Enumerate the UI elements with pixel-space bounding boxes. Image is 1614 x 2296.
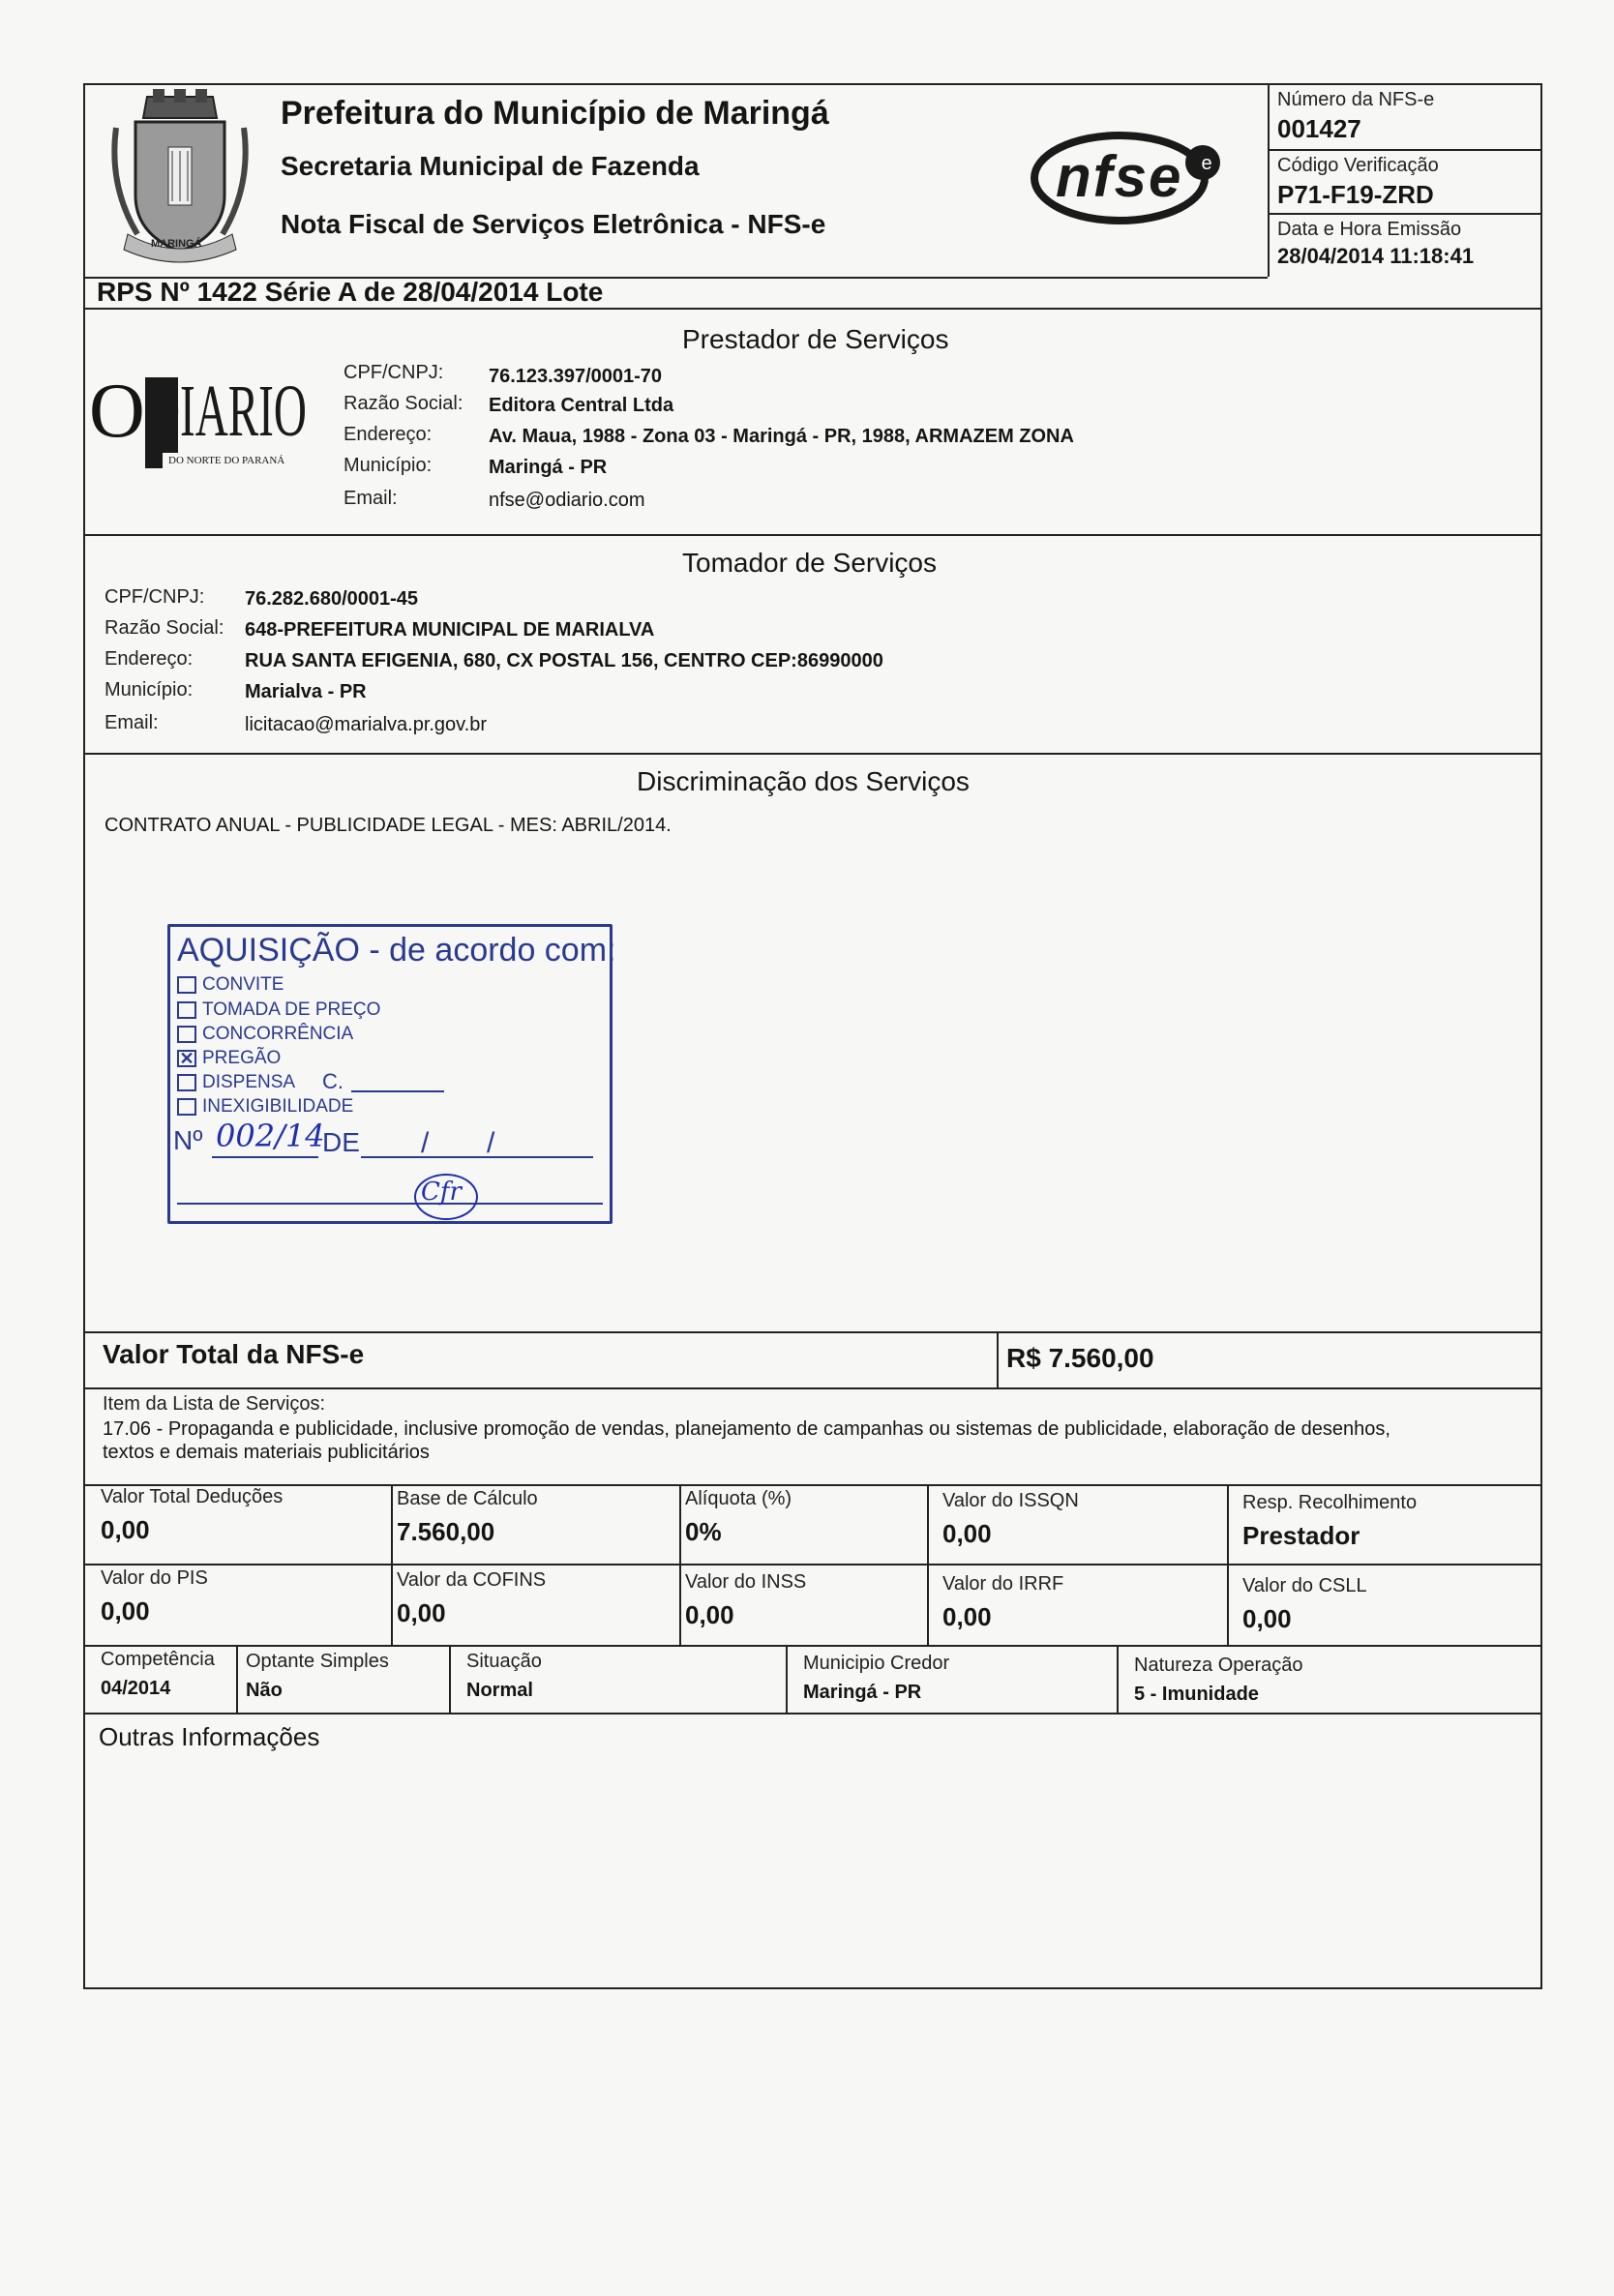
tomador-razao-value: 648-PREFEITURA MUNICIPAL DE MARIALVA [245, 619, 655, 641]
municipio-credor-value: Maringá - PR [803, 1682, 922, 1703]
stamp-option-dispensa: DISPENSA [177, 1072, 295, 1093]
prestador-cpf-label: CPF/CNPJ: [344, 362, 444, 383]
checkbox-icon [177, 1001, 196, 1019]
issqn-value: 0,00 [942, 1519, 992, 1548]
odiario-logo [89, 368, 321, 474]
servicos-title: Discriminação dos Serviços [637, 766, 970, 796]
stamp-date-slash-1: / [421, 1127, 430, 1159]
aliquota-value: 0% [685, 1517, 722, 1546]
optante-simples-value: Não [246, 1680, 283, 1701]
prestador-email-label: Email: [344, 488, 398, 509]
prestador-razao-value: Editora Central Ltda [489, 395, 674, 416]
pis-value: 0,00 [101, 1596, 150, 1625]
irrf-label: Valor do IRRF [942, 1573, 1064, 1595]
stamp-title: AQUISIÇÃO - de acordo com: [177, 932, 616, 969]
servicos-description: CONTRATO ANUAL - PUBLICIDADE LEGAL - MES: ABRIL/2014. [105, 815, 672, 836]
checkbox-icon [177, 1098, 196, 1116]
competencia-label: Competência [101, 1649, 215, 1670]
tomador-razao-label: Razão Social: [105, 617, 224, 639]
prestador-title: Prestador de Serviços [682, 324, 949, 354]
checkbox-icon [177, 1026, 196, 1043]
tomador-cpf-value: 76.282.680/0001-45 [245, 588, 419, 610]
item-lista-line1: 17.06 - Propaganda e publicidade, inclusive promoção de vendas, planejamento de campanhas ou sistemas de publicidade, elaboração de desenhos, [103, 1418, 1390, 1440]
prestador-endereco-value: Av. Maua, 1988 - Zona 03 - Maringá - PR, 1988, ARMAZEM ZONA [489, 426, 1074, 447]
data-emissao-label: Data e Hora Emissão [1277, 219, 1462, 240]
rps-line: RPS Nº 1422 Série A de 28/04/2014 Lote [97, 277, 604, 307]
codigo-verificacao-label: Código Verificação [1277, 155, 1439, 176]
coat-of-arms-icon [108, 89, 252, 263]
tomador-email-value: licitacao@marialva.pr.gov.br [245, 714, 488, 735]
cofins-value: 0,00 [397, 1598, 446, 1627]
optante-simples-label: Optante Simples [246, 1651, 389, 1672]
tomador-municipio-label: Município: [105, 679, 194, 701]
aquisicao-stamp [167, 924, 616, 1234]
tomador-email-label: Email: [105, 712, 159, 733]
prestador-razao-label: Razão Social: [344, 393, 463, 414]
tomador-title: Tomador de Serviços [682, 548, 938, 578]
tomador-municipio-value: Marialva - PR [245, 681, 367, 702]
item-lista-label: Item da Lista de Serviços: [103, 1393, 326, 1415]
prestador-cpf-value: 76.123.397/0001-70 [489, 366, 663, 387]
csll-value: 0,00 [1242, 1604, 1292, 1633]
natureza-operacao-label: Natureza Operação [1134, 1655, 1303, 1676]
base-calculo-label: Base de Cálculo [397, 1488, 538, 1509]
item-lista-line2: textos e demais materiais publicitários [103, 1442, 430, 1463]
base-calculo-value: 7.560,00 [397, 1517, 495, 1546]
pis-label: Valor do PIS [101, 1567, 208, 1589]
checked-checkbox-icon: ✕ [177, 1050, 196, 1067]
odiario-logo-o: O [89, 369, 145, 454]
stamp-option-inexigibilidade: INEXIGIBILIDADE [177, 1096, 353, 1118]
stamp-option-pregao: ✕ PREGÃO [177, 1048, 281, 1069]
tomador-endereco-label: Endereço: [105, 648, 194, 670]
issqn-label: Valor do ISSQN [942, 1490, 1079, 1511]
stamp-option-convite: CONVITE [177, 974, 284, 996]
competencia-value: 04/2014 [101, 1678, 171, 1699]
situacao-label: Situação [466, 1651, 542, 1672]
municipality-title: Prefeitura do Município de Maringá [281, 95, 829, 132]
inss-label: Valor do INSS [685, 1571, 807, 1593]
outras-informacoes-label: Outras Informações [99, 1722, 320, 1751]
prestador-endereco-label: Endereço: [344, 424, 433, 445]
natureza-operacao-value: 5 - Imunidade [1134, 1684, 1259, 1705]
deducoes-label: Valor Total Deduções [101, 1486, 284, 1507]
stamp-signature: Cfr [421, 1178, 462, 1207]
checkbox-icon [177, 1074, 196, 1091]
numero-nfse-value: 001427 [1277, 114, 1361, 143]
numero-nfse-label: Número da NFS-e [1277, 89, 1435, 110]
prestador-municipio-label: Município: [344, 455, 433, 476]
cofins-label: Valor da COFINS [397, 1569, 547, 1591]
data-emissao-value: 28/04/2014 11:18:41 [1277, 244, 1475, 268]
inss-value: 0,00 [685, 1600, 734, 1629]
prestador-municipio-value: Maringá - PR [489, 457, 608, 478]
document-type-title: Nota Fiscal de Serviços Eletrônica - NFS-e [281, 209, 826, 239]
codigo-verificacao-value: P71-F19-ZRD [1277, 180, 1434, 209]
prestador-email-value: nfse@odiario.com [489, 490, 645, 511]
tomador-cpf-label: CPF/CNPJ: [105, 586, 205, 608]
svg-text:e: e [1201, 153, 1212, 174]
nfse-logo [1031, 124, 1224, 230]
secretariat-title: Secretaria Municipal de Fazenda [281, 151, 700, 181]
aliquota-label: Alíquota (%) [685, 1488, 792, 1509]
nfse-logo-text: nfse [1056, 144, 1183, 209]
odiario-logo-sub: DO NORTE DO PARANÁ [168, 455, 285, 466]
irrf-value: 0,00 [942, 1602, 992, 1631]
stamp-option-concorrencia: CONCORRÊNCIA [177, 1024, 353, 1045]
resp-recolhimento-value: Prestador [1242, 1521, 1360, 1550]
stamp-numero-prefix: Nº [173, 1125, 203, 1155]
deducoes-value: 0,00 [101, 1515, 150, 1544]
stamp-de-label: DE [322, 1127, 360, 1157]
stamp-date-slash-2: / [487, 1127, 495, 1159]
stamp-extra-c: C. [322, 1069, 344, 1093]
odiario-logo-word: DIARIO [147, 371, 307, 452]
municipio-credor-label: Municipio Credor [803, 1653, 950, 1674]
valor-total-value: R$ 7.560,00 [1006, 1343, 1154, 1373]
csll-label: Valor do CSLL [1242, 1575, 1367, 1596]
checkbox-icon [177, 976, 196, 994]
resp-recolhimento-label: Resp. Recolhimento [1242, 1492, 1418, 1513]
tomador-endereco-value: RUA SANTA EFIGENIA, 680, CX POSTAL 156, CENTRO CEP:86990000 [245, 650, 883, 671]
stamp-option-tomada: TOMADA DE PREÇO [177, 999, 380, 1021]
situacao-value: Normal [466, 1680, 533, 1701]
valor-total-label: Valor Total da NFS-e [103, 1339, 365, 1369]
seal-banner-text: MARINGÁ [151, 238, 202, 250]
stamp-numero-handwritten: 002/14 [216, 1118, 325, 1154]
municipal-seal [108, 89, 252, 263]
